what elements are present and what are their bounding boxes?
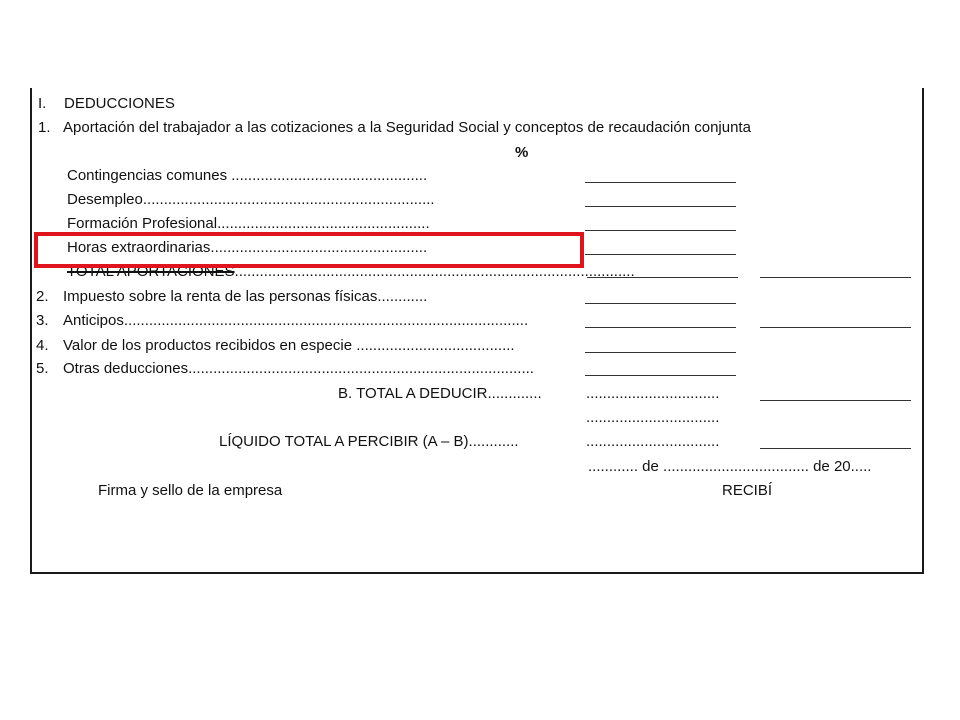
row-label: Impuesto sobre la renta de las personas físicas — [63, 288, 378, 305]
day-dots: ............ — [588, 458, 639, 475]
total-aportaciones-percent-line — [587, 277, 738, 278]
irpf-row — [63, 288, 427, 306]
otras-deducciones-row — [63, 360, 568, 378]
leader-dots: ...................................... — [356, 337, 515, 354]
date-de-1: de — [638, 458, 664, 475]
row-label: Valor de los productos recibidos en especie — [63, 337, 357, 354]
leader-dots: .................................................... — [210, 239, 428, 256]
anticipos-percent-line — [585, 327, 736, 328]
extra-dotted-field: ................................ — [586, 409, 720, 426]
irpf-percent-line — [585, 303, 736, 304]
row-label: TOTAL APORTACIONES — [67, 263, 235, 280]
section-title: DEDUCCIONES — [64, 95, 175, 112]
desempleo-row — [67, 191, 435, 209]
date-line — [588, 458, 871, 476]
desempleo-percent-line — [585, 206, 736, 207]
leader-dots: ................................................................................................ — [234, 263, 635, 280]
row-label: Formación Profesional — [67, 215, 218, 232]
formacion-profesional-row — [67, 215, 430, 233]
leader-dots: ................................................................................... — [188, 360, 534, 377]
formacion-percent-line — [585, 230, 736, 231]
date-de-2: de 20 — [808, 458, 851, 475]
year-dots: ..... — [850, 458, 872, 475]
item-1-label: Aportación del trabajador a las cotizaciones a la Seguridad Social y conceptos de recaudación conjunta — [63, 119, 751, 136]
especie-percent-line — [585, 352, 736, 353]
total-deducir-amount-line — [760, 400, 911, 401]
row-label: Horas extraordinarias — [67, 239, 211, 256]
row-label: B. TOTAL A DEDUCIR — [338, 385, 488, 402]
leader-dots: ............ — [468, 433, 519, 450]
received-label: RECIBÍ — [722, 482, 773, 499]
contingencias-percent-line — [585, 182, 736, 183]
row-label: Otras deducciones — [63, 360, 189, 377]
item-3-number: 3. — [36, 312, 49, 329]
total-aportaciones-amount-line — [760, 277, 911, 278]
leader-dots: ............ — [377, 288, 428, 305]
row-label: Desempleo — [67, 191, 143, 208]
leader-dots: ............................................... — [231, 167, 428, 184]
row-label: LÍQUIDO TOTAL A PERCIBIR (A – B) — [219, 433, 469, 450]
item-5-number: 5. — [36, 360, 49, 377]
total-deducir-row — [338, 385, 542, 403]
highlight-box — [34, 232, 584, 268]
liquido-amount-line — [760, 448, 911, 449]
item-4-number: 4. — [36, 337, 49, 354]
percent-header: % — [515, 144, 529, 161]
leader-dots: ............. — [487, 385, 542, 402]
leader-dots: ................................................................................................. — [123, 312, 529, 329]
anticipos-row — [63, 312, 568, 330]
anticipos-amount-line — [760, 327, 911, 328]
form-frame — [30, 88, 924, 574]
liquido-total-row — [219, 433, 519, 451]
item-2-number: 2. — [36, 288, 49, 305]
liquido-dotted-field: ................................ — [586, 433, 720, 450]
section-roman: I. — [38, 95, 47, 112]
item-1-number: 1. — [38, 119, 51, 136]
total-deducir-dotted-field: ................................ — [586, 385, 720, 402]
month-dots: ................................... — [663, 458, 809, 475]
row-label: Anticipos — [63, 312, 124, 329]
horas-percent-line — [585, 254, 736, 255]
contingencias-comunes-row — [67, 167, 427, 185]
otras-percent-line — [585, 375, 736, 376]
especie-row — [63, 337, 515, 355]
leader-dots: ...................................................................... — [142, 191, 435, 208]
leader-dots: ................................................... — [217, 215, 430, 232]
row-label: Contingencias comunes — [67, 167, 232, 184]
company-signature-label: Firma y sello de la empresa — [98, 482, 283, 499]
